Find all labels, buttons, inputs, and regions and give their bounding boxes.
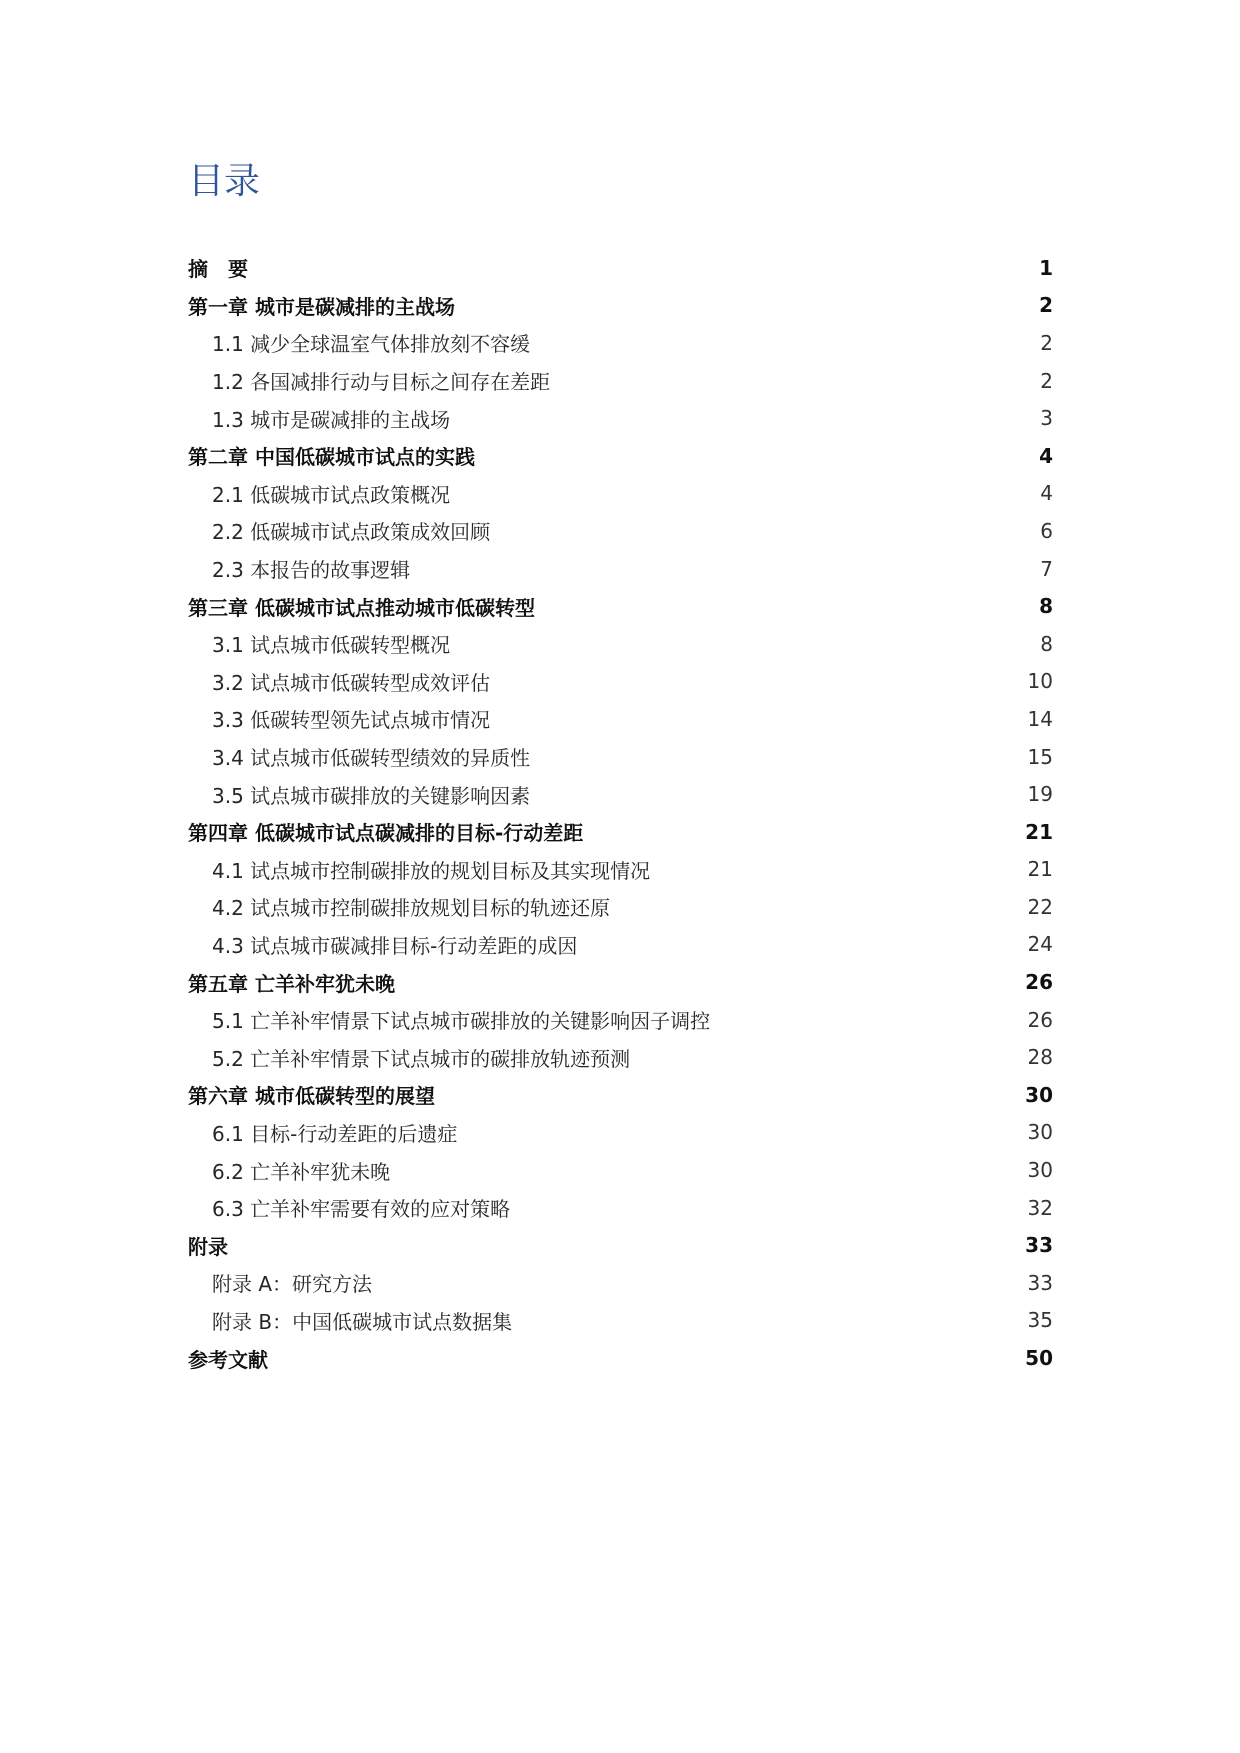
toc-section-entry[interactable] (188, 1189, 1053, 1227)
toc-entry-page-number: 19 (1027, 782, 1053, 807)
toc-entry-page-number: 21 (1027, 857, 1053, 882)
toc-entry-page-number: 24 (1027, 932, 1053, 957)
toc-entry-page-number: 35 (1027, 1308, 1053, 1333)
toc-section-entry[interactable] (188, 738, 1053, 776)
toc-section-entry[interactable] (188, 663, 1053, 701)
toc-entry-label: 附录 A：研究方法 (212, 1272, 373, 1297)
toc-chapter-entry[interactable] (188, 1076, 1053, 1114)
toc-entry-page-number: 2 (1040, 330, 1053, 355)
toc-entry-page-number: 4 (1039, 443, 1053, 468)
toc-entry-page-number: 15 (1027, 744, 1053, 769)
toc-entry-page-number: 30 (1027, 1158, 1053, 1183)
toc-entry-label: 附录 B：中国低碳城市试点数据集 (212, 1309, 513, 1334)
toc-title: 目录 (188, 161, 261, 202)
toc-section-entry[interactable] (188, 775, 1053, 813)
toc-entry-page-number: 8 (1039, 594, 1053, 619)
toc-section-entry[interactable] (188, 1038, 1053, 1076)
toc-section-entry[interactable] (188, 475, 1053, 513)
toc-entry-label: 5.1 亡羊补牢情景下试点城市碳排放的关键影响因子调控 (212, 1009, 711, 1034)
toc-entry-page-number: 10 (1027, 669, 1053, 694)
toc-list (188, 249, 1053, 1377)
toc-entry-label: 附录 (188, 1234, 228, 1259)
toc-entry-label: 2.3 本报告的故事逻辑 (212, 558, 411, 583)
toc-entry-page-number: 30 (1025, 1082, 1053, 1107)
toc-chapter-entry[interactable] (188, 813, 1053, 851)
toc-entry-page-number: 33 (1027, 1270, 1053, 1295)
toc-section-entry[interactable] (188, 1264, 1053, 1302)
toc-section-entry[interactable] (188, 550, 1053, 588)
toc-entry-label: 3.4 试点城市低碳转型绩效的异质性 (212, 746, 531, 771)
toc-entry-label: 摘 要 (188, 257, 248, 282)
toc-section-entry[interactable] (188, 926, 1053, 964)
toc-entry-page-number: 33 (1025, 1233, 1053, 1258)
toc-entry-page-number: 14 (1027, 706, 1053, 731)
toc-entry-page-number: 6 (1040, 518, 1053, 543)
toc-section-entry[interactable] (188, 700, 1053, 738)
toc-section-entry[interactable] (188, 625, 1053, 663)
toc-chapter-entry[interactable] (188, 249, 1053, 287)
toc-section-entry[interactable] (188, 1302, 1053, 1340)
toc-entry-label: 1.2 各国减排行动与目标之间存在差距 (212, 370, 551, 395)
toc-entry-label: 1.3 城市是碳减排的主战场 (212, 407, 451, 432)
toc-entry-label: 6.2 亡羊补牢犹未晚 (212, 1159, 391, 1184)
toc-entry-page-number: 8 (1040, 631, 1053, 656)
toc-entry-label: 6.1 目标-行动差距的后遗症 (212, 1121, 458, 1146)
toc-entry-label: 第一章 城市是碳减排的主战场 (188, 294, 455, 319)
toc-section-entry[interactable] (188, 512, 1053, 550)
toc-entry-page-number: 26 (1027, 1007, 1053, 1032)
toc-entry-page-number: 28 (1027, 1045, 1053, 1070)
toc-section-entry[interactable] (188, 324, 1053, 362)
toc-entry-label: 6.3 亡羊补牢需要有效的应对策略 (212, 1197, 511, 1222)
toc-chapter-entry[interactable] (188, 287, 1053, 325)
toc-section-entry[interactable] (188, 362, 1053, 400)
toc-entry-label: 2.2 低碳城市试点政策成效回顾 (212, 520, 491, 545)
toc-entry-page-number: 30 (1027, 1120, 1053, 1145)
toc-entry-label: 第三章 低碳城市试点推动城市低碳转型 (188, 595, 535, 620)
toc-chapter-entry[interactable] (188, 437, 1053, 475)
toc-entry-label: 3.3 低碳转型领先试点城市情况 (212, 708, 491, 733)
toc-entry-label: 第二章 中国低碳城市试点的实践 (188, 445, 475, 470)
toc-entry-page-number: 2 (1039, 293, 1053, 318)
toc-chapter-entry[interactable] (188, 587, 1053, 625)
toc-entry-label: 3.2 试点城市低碳转型成效评估 (212, 670, 491, 695)
toc-chapter-entry[interactable] (188, 963, 1053, 1001)
toc-entry-label: 第五章 亡羊补牢犹未晚 (188, 971, 395, 996)
toc-entry-page-number: 1 (1039, 255, 1053, 280)
toc-entry-label: 3.5 试点城市碳排放的关键影响因素 (212, 783, 531, 808)
toc-chapter-entry[interactable] (188, 1226, 1053, 1264)
toc-entry-label: 4.1 试点城市控制碳排放的规划目标及其实现情况 (212, 858, 651, 883)
toc-entry-label: 1.1 减少全球温室气体排放刻不容缓 (212, 332, 531, 357)
toc-entry-page-number: 4 (1040, 481, 1053, 506)
toc-entry-page-number: 32 (1027, 1195, 1053, 1220)
toc-entry-label: 第四章 低碳城市试点碳减排的目标-行动差距 (188, 821, 584, 846)
toc-entry-page-number: 21 (1025, 819, 1053, 844)
toc-section-entry[interactable] (188, 888, 1053, 926)
toc-entry-label: 2.1 低碳城市试点政策概况 (212, 482, 451, 507)
toc-entry-page-number: 7 (1040, 556, 1053, 581)
toc-entry-page-number: 22 (1027, 894, 1053, 919)
toc-entry-label: 参考文献 (188, 1347, 268, 1372)
toc-section-entry[interactable] (188, 1151, 1053, 1189)
toc-entry-page-number: 50 (1025, 1346, 1053, 1371)
toc-section-entry[interactable] (188, 1001, 1053, 1039)
toc-entry-label: 4.3 试点城市碳减排目标-行动差距的成因 (212, 933, 578, 958)
toc-entry-page-number: 26 (1025, 970, 1053, 995)
toc-section-entry[interactable] (188, 399, 1053, 437)
toc-entry-page-number: 3 (1040, 406, 1053, 431)
toc-section-entry[interactable] (188, 851, 1053, 889)
toc-entry-label: 第六章 城市低碳转型的展望 (188, 1084, 435, 1109)
toc-entry-label: 5.2 亡羊补牢情景下试点城市的碳排放轨迹预测 (212, 1046, 631, 1071)
toc-entry-label: 3.1 试点城市低碳转型概况 (212, 633, 451, 658)
toc-entry-page-number: 2 (1040, 368, 1053, 393)
toc-section-entry[interactable] (188, 1114, 1053, 1152)
toc-chapter-entry[interactable] (188, 1339, 1053, 1377)
toc-entry-label: 4.2 试点城市控制碳排放规划目标的轨迹还原 (212, 896, 611, 921)
